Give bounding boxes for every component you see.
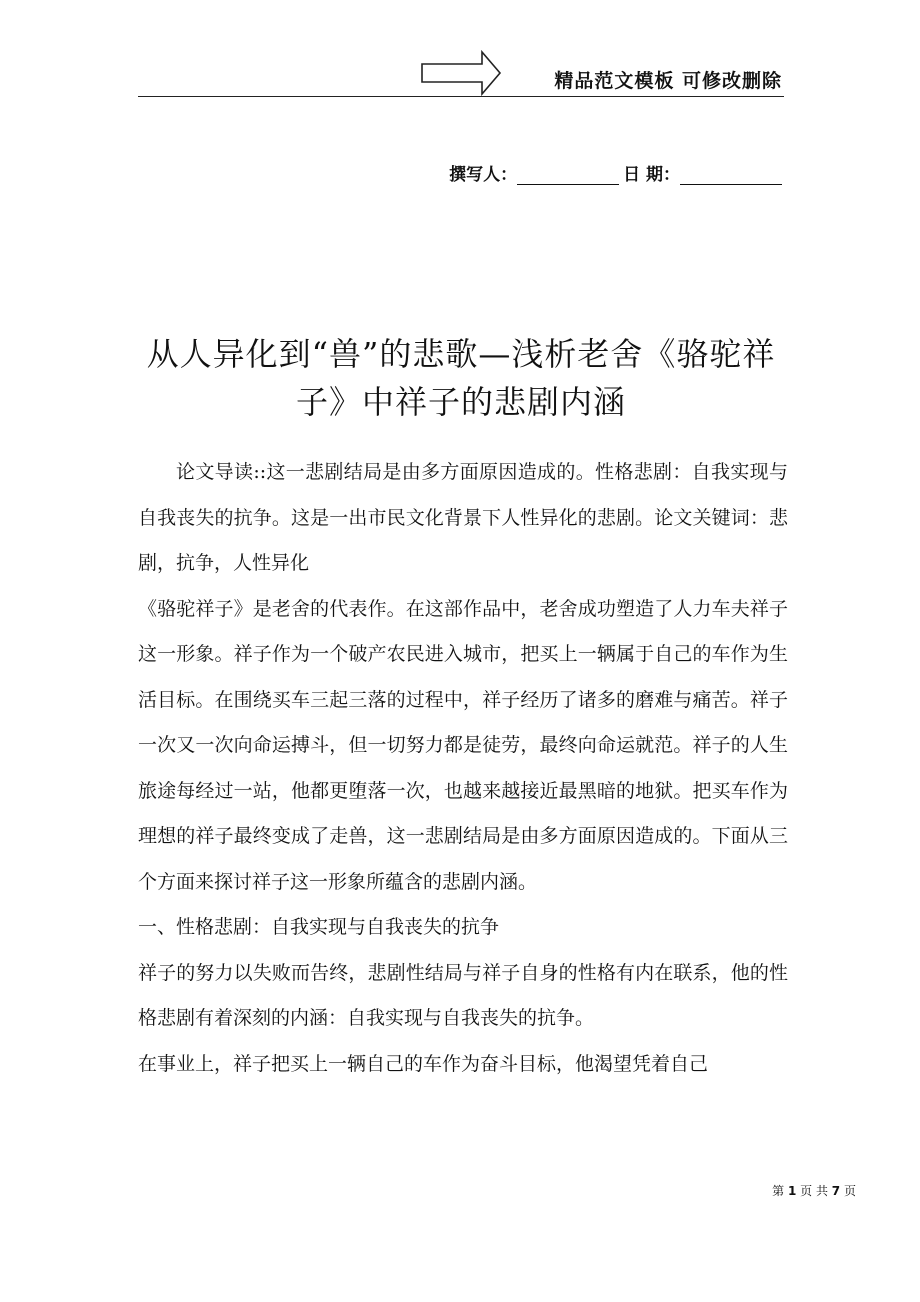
header-label: 精品范文模板 可修改删除 xyxy=(554,70,782,92)
body-paragraph-2: 祥子的努力以失败而告终，悲剧性结局与祥子自身的性格有内在联系，他的性格悲剧有着深刻的内涵：自我实现与自我丧失的抗争。 xyxy=(138,961,788,1029)
author-date-line xyxy=(449,160,782,185)
title-line-1: 从人异化到“兽”的悲歌—浅析老舍《骆驼祥 xyxy=(146,335,776,373)
document-body xyxy=(138,450,788,1087)
document-title xyxy=(138,330,784,426)
section-heading-1: 一、性格悲剧：自我实现与自我丧失的抗争 xyxy=(138,916,500,938)
current-page-number: 1 xyxy=(787,1184,797,1198)
title-line-2: 子》中祥子的悲剧内涵 xyxy=(295,383,626,421)
header-divider xyxy=(138,96,784,97)
date-label: 日 期： xyxy=(623,165,680,185)
author-label: 撰写人： xyxy=(449,165,518,185)
footer-prefix: 第 xyxy=(772,1184,785,1198)
page-header xyxy=(138,48,784,98)
body-paragraph-1: 《骆驼祥子》是老舍的代表作。在这部作品中，老舍成功塑造了人力车夫祥子这一形象。祥子作为一个破产农民进入城市，把买上一辆属于自己的车作为生活目标。在围绕买车三起三落的过程中，祥子经历了诸多的磨难与痛苦。祥子一次又一次向命运搏斗，但一切努力都是徒劳，最终向命运就范。祥子的人生旅途每经过一站，他都更堕落一次，也越来越接近最黑暗的地狱。把买车作为理想的祥子最终变成了走兽，这一悲剧结局是由多方面原因造成的。下面从三个方面来探讨祥子这一形象所蕴含的悲剧内涵。 xyxy=(138,597,788,893)
page-footer xyxy=(772,1182,856,1199)
author-blank-field xyxy=(517,166,619,185)
footer-middle: 页 共 xyxy=(800,1184,828,1198)
date-blank-field xyxy=(680,166,782,185)
body-paragraph-3: 在事业上，祥子把买上一辆自己的车作为奋斗目标，他渴望凭着自己 xyxy=(138,1052,709,1075)
arrow-right-icon xyxy=(420,50,502,96)
abstract-paragraph: 论文导读::这一悲剧结局是由多方面原因造成的。性格悲剧：自我实现与自我丧失的抗争。这是一出市民文化背景下人性异化的悲剧。论文关键词：悲剧，抗争，人性异化 xyxy=(138,461,788,574)
total-page-count: 7 xyxy=(831,1184,841,1198)
footer-suffix: 页 xyxy=(843,1184,856,1198)
